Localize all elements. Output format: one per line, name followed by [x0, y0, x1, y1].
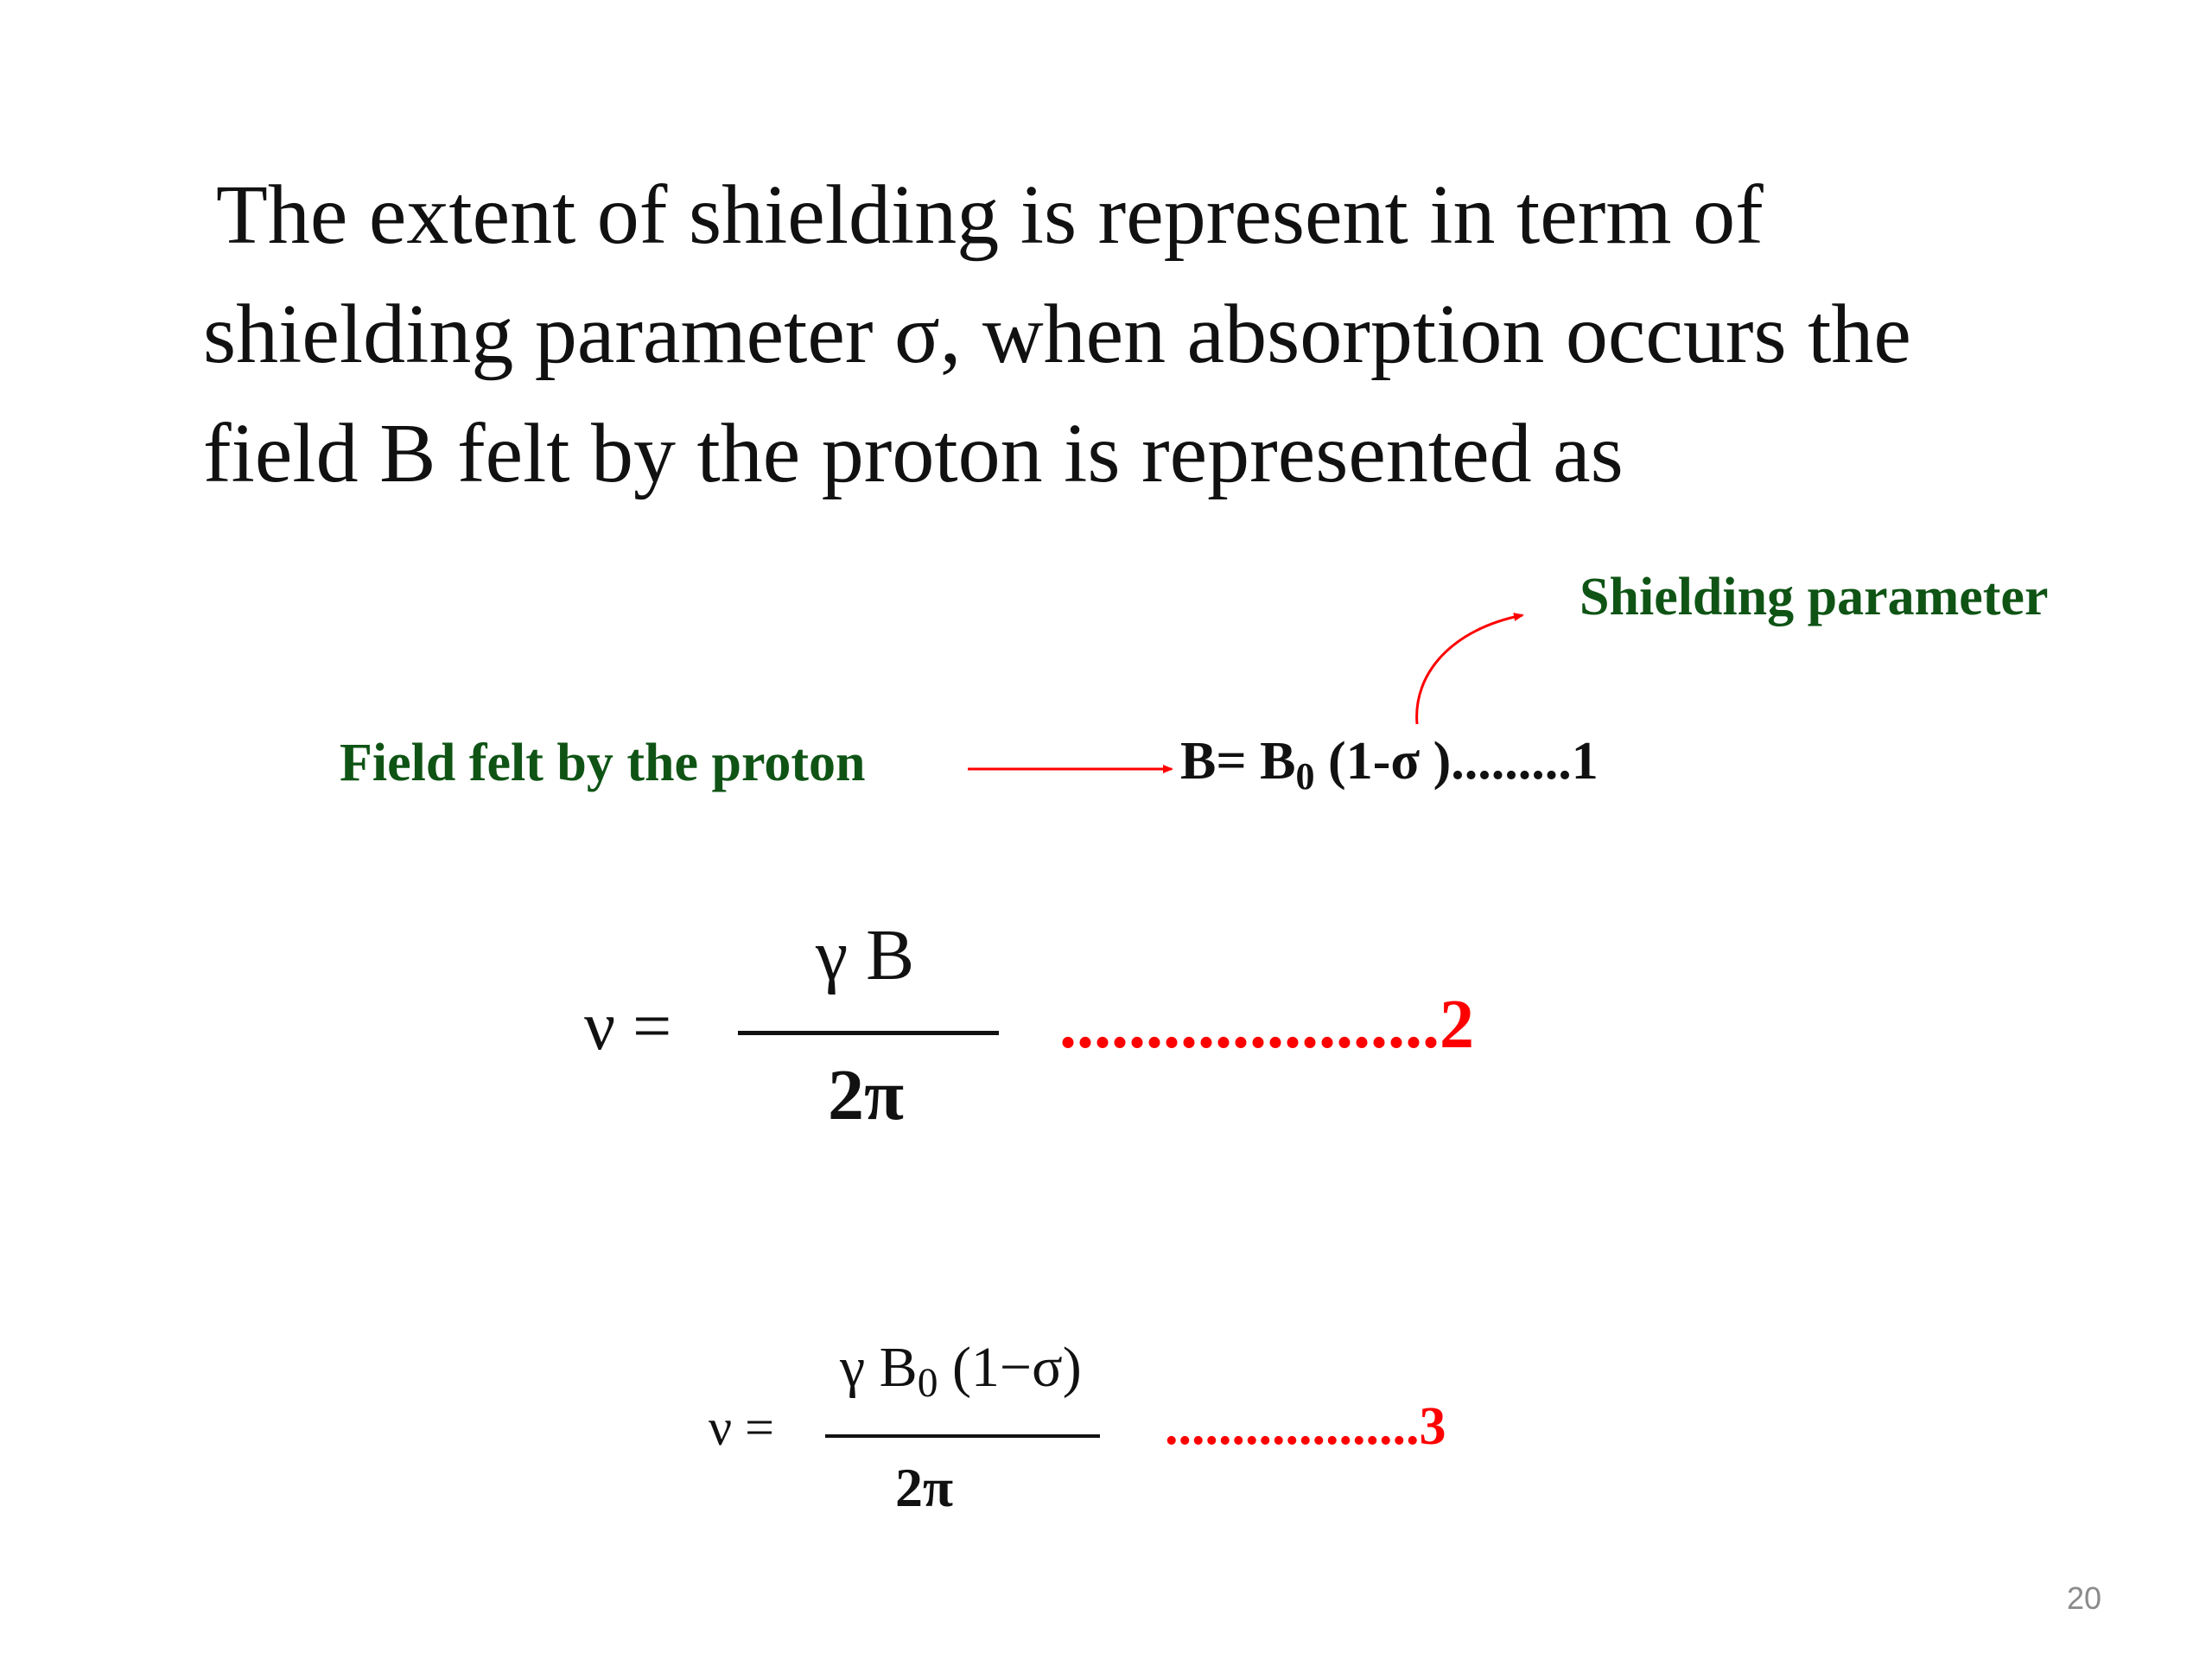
equation-3-lhs: ν = [709, 1399, 774, 1456]
equation-2-tag: ......................2 [1059, 987, 1474, 1063]
shielding-arrow [1417, 615, 1522, 724]
equation-1-lhs: B= B [1180, 732, 1296, 791]
field-felt-label: Field felt by the proton [340, 734, 866, 792]
page-number: 20 [2067, 1580, 2102, 1616]
shielding-parameter-label: Shielding parameter [1580, 568, 2049, 626]
intro-line-1: The extent of shielding is represent in term of [216, 168, 1764, 262]
equation-3-tag: ...................3 [1165, 1397, 1446, 1456]
equation-2-denominator: 2π [828, 1055, 905, 1135]
equation-3-fraction-bar [825, 1434, 1100, 1438]
equation-1-rhs: (1-σ ).........1 [1314, 732, 1599, 791]
equation-3-denominator: 2π [895, 1457, 954, 1518]
equation-2-numerator: γ B [816, 915, 915, 995]
equation-3-numerator [840, 1336, 1082, 1406]
equation-2-lhs: ν = [584, 988, 672, 1065]
equation-1 [1180, 732, 1599, 798]
intro-line-3: field B felt by the proton is represented as [203, 407, 1624, 500]
equation-2-fraction-bar [738, 1031, 999, 1035]
equation-3-numerator-prefix: γ B [840, 1336, 918, 1399]
equation-3-numerator-suffix: (1−σ) [938, 1336, 1082, 1399]
equation-3-numerator-subscript: 0 [917, 1360, 938, 1406]
equation-1-subscript: 0 [1295, 755, 1315, 798]
intro-line-2: shielding parameter σ, when absorption occurs the [203, 288, 1911, 381]
